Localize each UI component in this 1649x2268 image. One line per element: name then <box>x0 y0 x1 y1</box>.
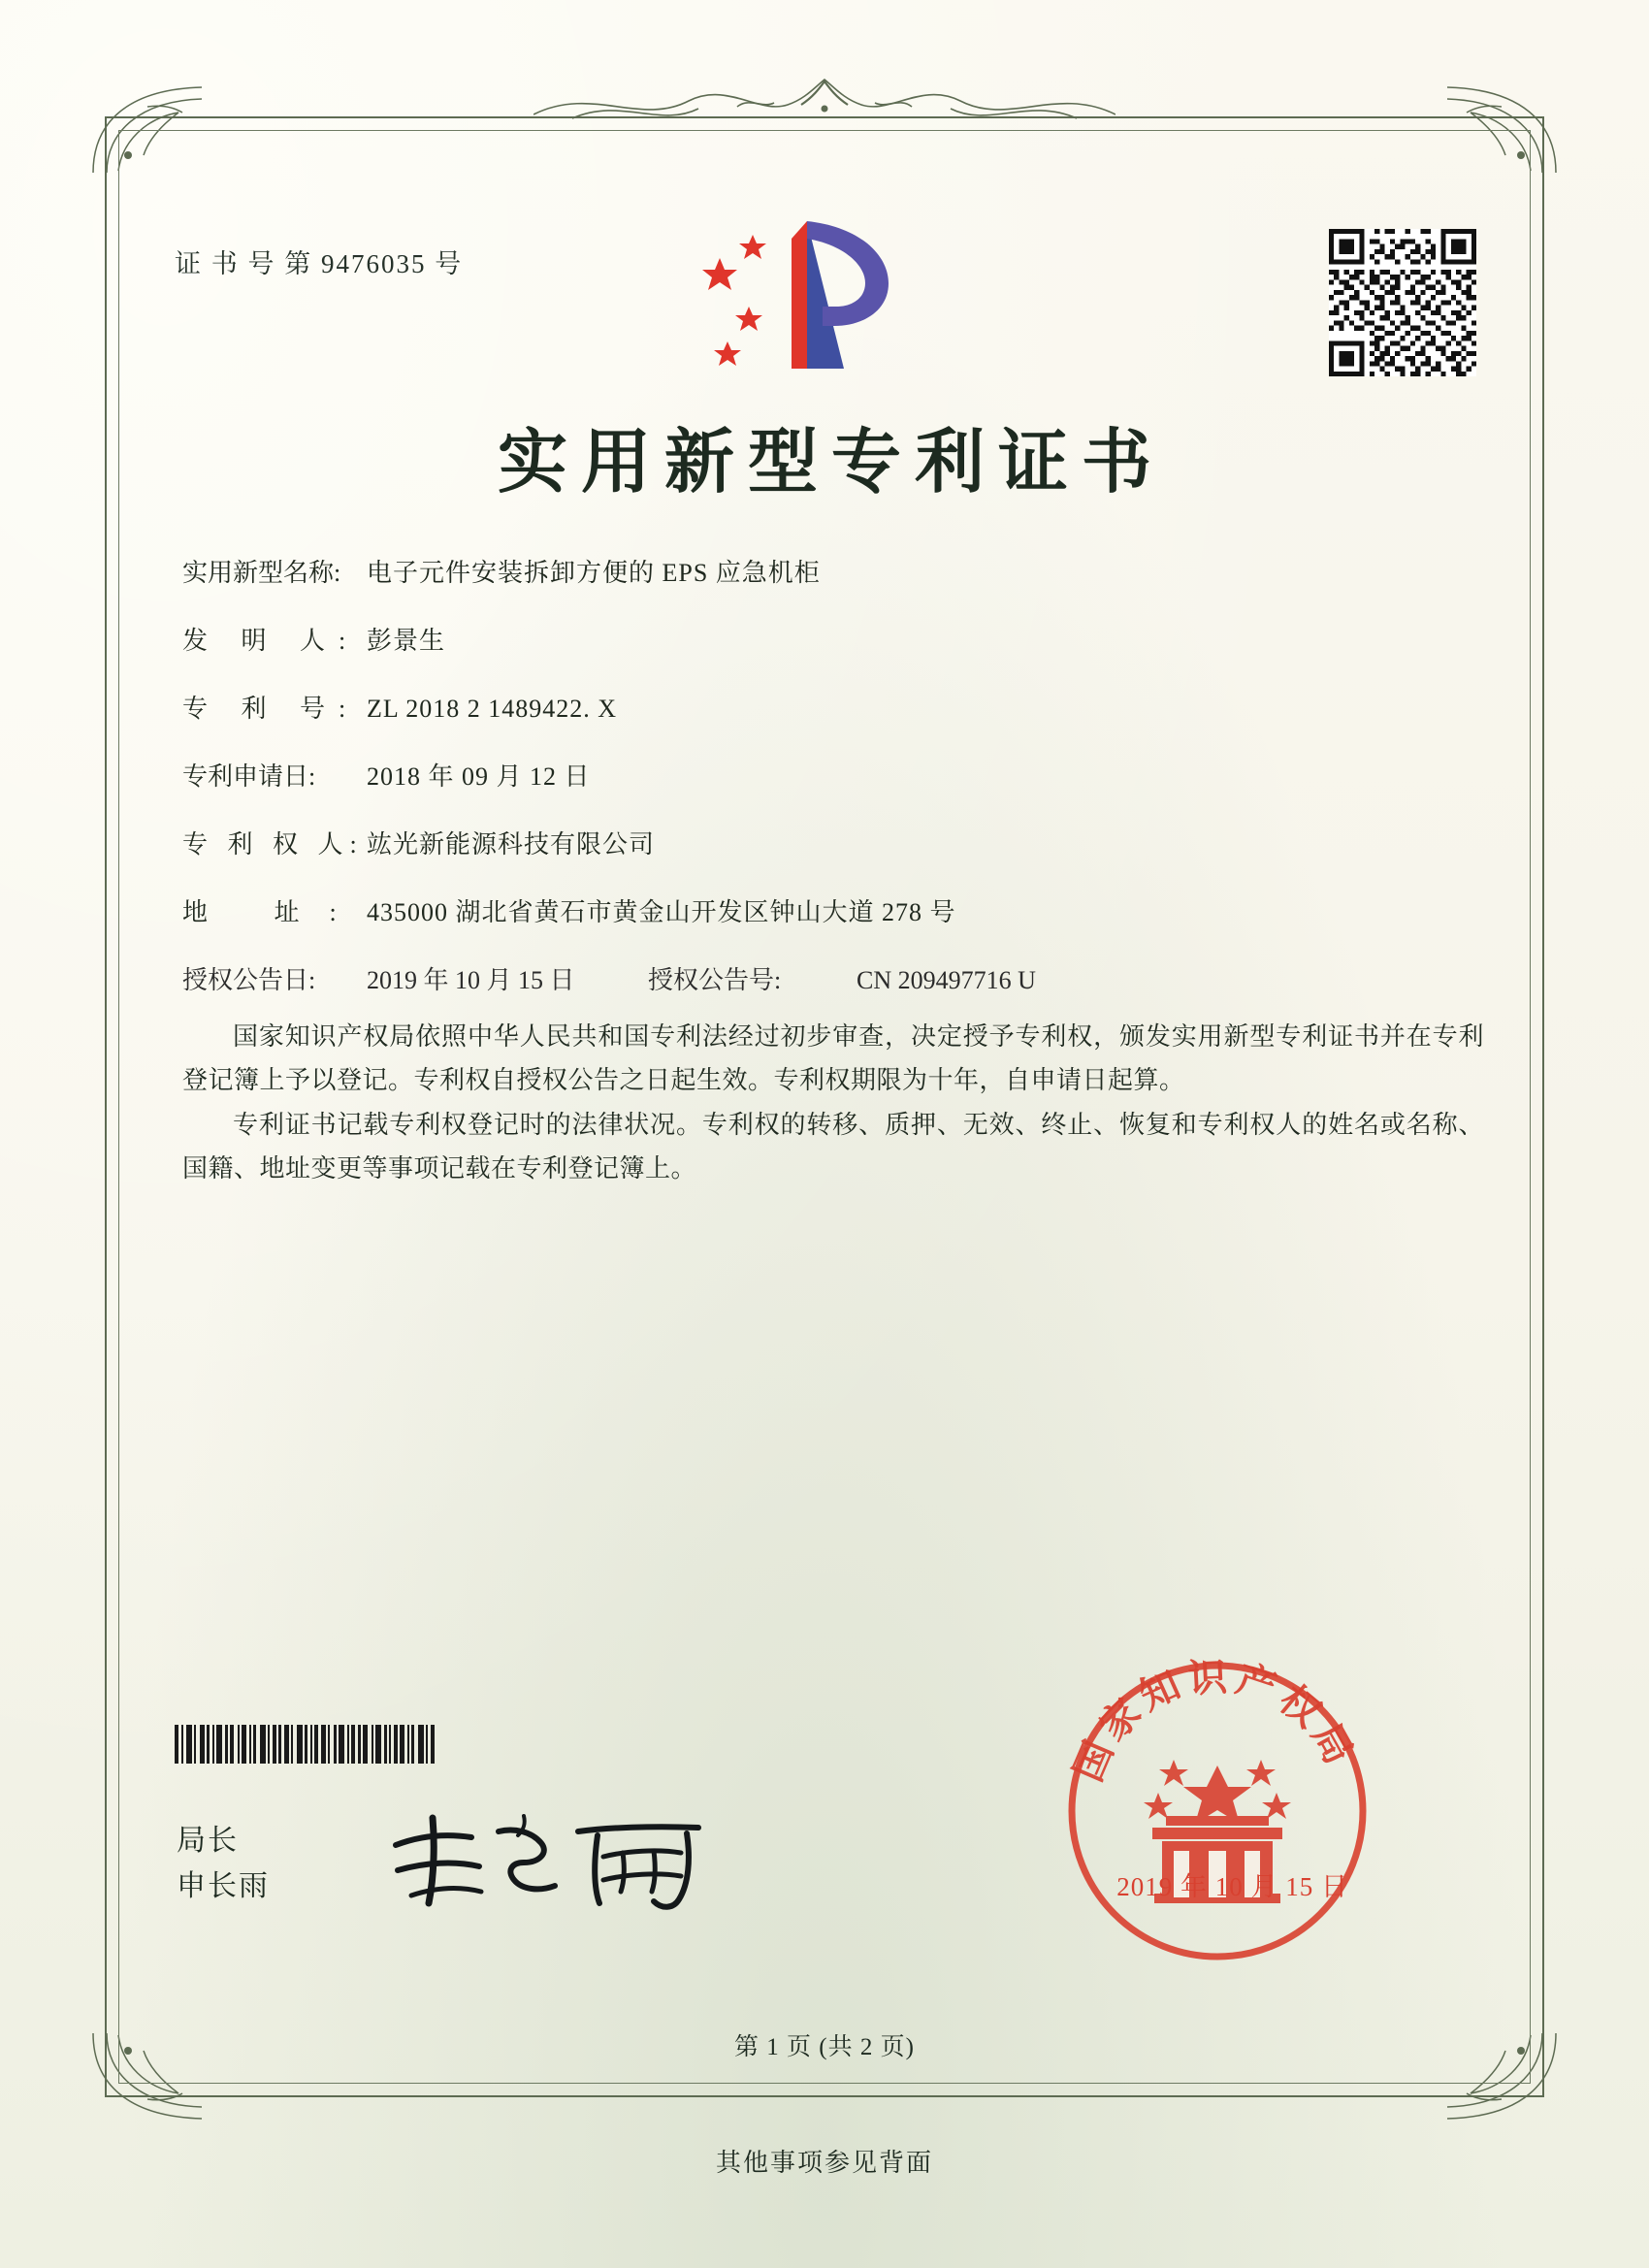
field-label: 发 明 人: <box>182 627 360 655</box>
field-label: 专 利 权 人: <box>182 830 364 859</box>
field-value: 2018 年 09 月 12 日 <box>367 762 591 791</box>
field-value: 435000 湖北省黄石市黄金山开发区钟山大道 278 号 <box>367 898 956 926</box>
page-title: 实用新型专利证书 <box>497 420 1165 502</box>
qr-code <box>1329 229 1476 376</box>
handwritten-signature <box>378 1802 728 1919</box>
field-grant-row <box>182 960 1484 996</box>
field-grant-number <box>648 960 1036 996</box>
field-grant-date <box>182 960 648 996</box>
field-value: 电子元件安装拆卸方便的 EPS 应急机柜 <box>367 559 821 587</box>
field-label: 实用新型名称: <box>182 559 341 587</box>
field-label: 专利申请日: <box>182 762 316 791</box>
legal-text <box>182 1016 1484 1191</box>
field-patent-number <box>182 689 1484 725</box>
field-utility-model-name <box>182 553 1484 589</box>
cnipa-logo-icon <box>698 213 951 378</box>
patent-fields <box>182 553 1484 1193</box>
field-label: 专 利 号: <box>182 695 360 723</box>
director-block <box>177 1819 270 1909</box>
field-inventor <box>182 621 1484 657</box>
certificate-content <box>155 194 1494 2060</box>
footer-note: 其他事项参见背面 <box>715 2149 933 2177</box>
field-application-date <box>182 757 1484 793</box>
field-patentee <box>182 825 1484 860</box>
barcode <box>175 1725 592 1764</box>
legal-paragraph-1: 国家知识产权局依照中华人民共和国专利法经过初步审查，决定授予专利权，颁发实用新型专利证书并在专利登记簿上予以登记。专利权自授权公告之日起生效。专利权期限为十年，自申请日起算。 <box>182 1022 1484 1094</box>
certificate-number: 证 书 号 第 9476035 号 <box>175 249 464 278</box>
field-value: ZL 2018 2 1489422. X <box>367 695 618 723</box>
field-value: 竑光新能源科技有限公司 <box>367 830 656 859</box>
field-label: 授权公告号: <box>648 966 782 994</box>
field-label: 授权公告日: <box>182 966 316 994</box>
director-label: 局长 <box>177 1825 239 1857</box>
page-indicator: 第 1 页 (共 2 页) <box>734 2034 915 2060</box>
field-label: 地 址: <box>182 898 367 926</box>
seal-date: 2019 年 10 月 15 日 <box>1116 1872 1348 1901</box>
svg-text:国家知识产权局: 国家知识产权局 <box>1064 1654 1365 1789</box>
official-seal <box>1057 1651 1377 1971</box>
field-value: 2019 年 10 月 15 日 <box>367 966 575 994</box>
legal-paragraph-2: 专利证书记载专利权登记时的法律状况。专利权的转移、质押、无效、终止、恢复和专利权人的姓名或名称、国籍、地址变更等事项记载在专利登记簿上。 <box>182 1111 1484 1183</box>
field-value: CN 209497716 U <box>857 966 1036 994</box>
field-address <box>182 892 1484 928</box>
director-name: 申长雨 <box>177 1869 270 1902</box>
field-value: 彭景生 <box>367 627 446 655</box>
